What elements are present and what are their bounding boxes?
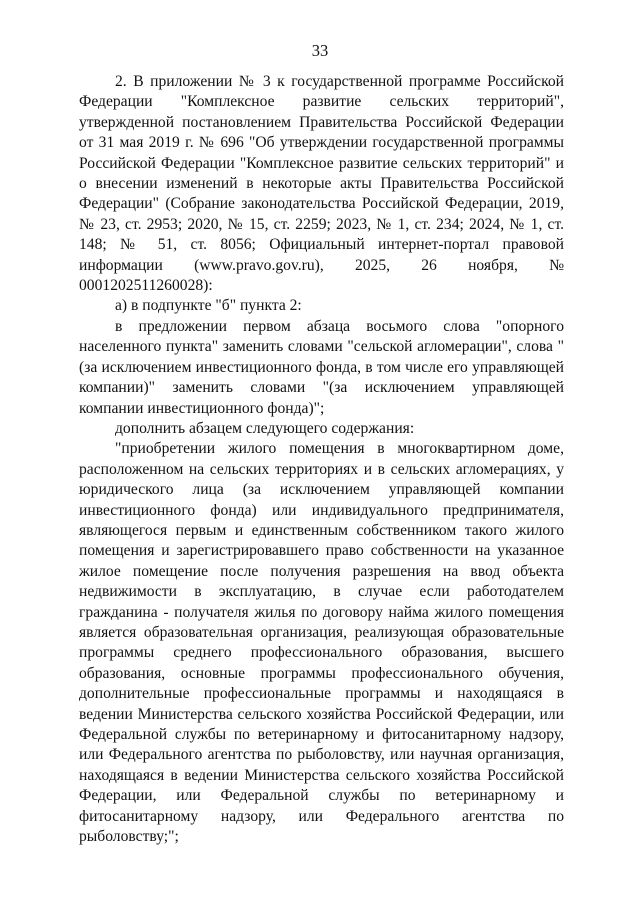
paragraph-replace-words: в предложении первом абзаца восьмого слова "опорного населенного пункта" заменить словами "сельской агломерации", слова "(за исключением инвестиционного фонда, в том числе его управляющей компании)" заменить словами "(за исключением управляющей компании инвестиционного фонда)"; <box>79 317 564 417</box>
paragraph-new-abzac-text: "приобретении жилого помещения в многоквартирном доме, расположенном на сельских территориях и в сельских агломерациях, у юридического лица (за исключением управляющей компании инвестиционного фонда) или индивидуального предпринимателя, являющегося первым и единственным собственником такого жилого помещения и зарегистрировавшего право собственности на указанное жилое помещение после получения разрешения на ввод объекта недвижимости в эксплуатацию, в случае если работодателем гражданина - получателя жилья по договору найма жилого помещения является образовательная организация, реализующая образовательные программы среднего профессионального образования, высшего образования, основные программы профессионального обучения, дополнительные профессиональные программы и находящаяся в ведении Министерства сельского хозяйства Российской Федерации, или Федеральной службы по ветеринарному и фитосанитарному надзору, или Федерального агентства по рыболовству, или научная организация, находящаяся в ведении Министерства сельского хозяйства Российской Федерации, или Федеральной службы по ветеринарному и фитосанитарному надзору, или Федерального агентства по рыболовству;"; <box>79 440 564 846</box>
paragraph-amendment-intro: 2. В приложении № 3 к государственной программе Российской Федерации "Комплексное развитие сельских территорий", утвержденной постановлением Правительства Российской Федерации от 31 мая 2019 г. № 696 "Об утверждении государственной программы Российской Федерации "Комплексное развитие сельских территорий" и о внесении изменений в некоторые акты Правительства Российской Федерации" (Собрание законодательства Российской Федерации, 2019, № 23, ст. 2953; 2020, № 15, ст. 2259; 2023, № 1, ст. 234; 2024, № 1, ст. 148; № 51, ст. 8056; Официальный интернет-портал правовой информации (www.pravo.gov.ru), 2025, 26 ноября, № 0001202511260028): <box>79 73 564 295</box>
paragraph-add-abzac: дополнить абзацем следующего содержания: <box>115 419 415 437</box>
paragraph-subpoint-a: а) в подпункте "б" пункта 2: <box>115 297 302 315</box>
page-number: 33 <box>311 41 329 60</box>
document-body <box>79 72 564 847</box>
